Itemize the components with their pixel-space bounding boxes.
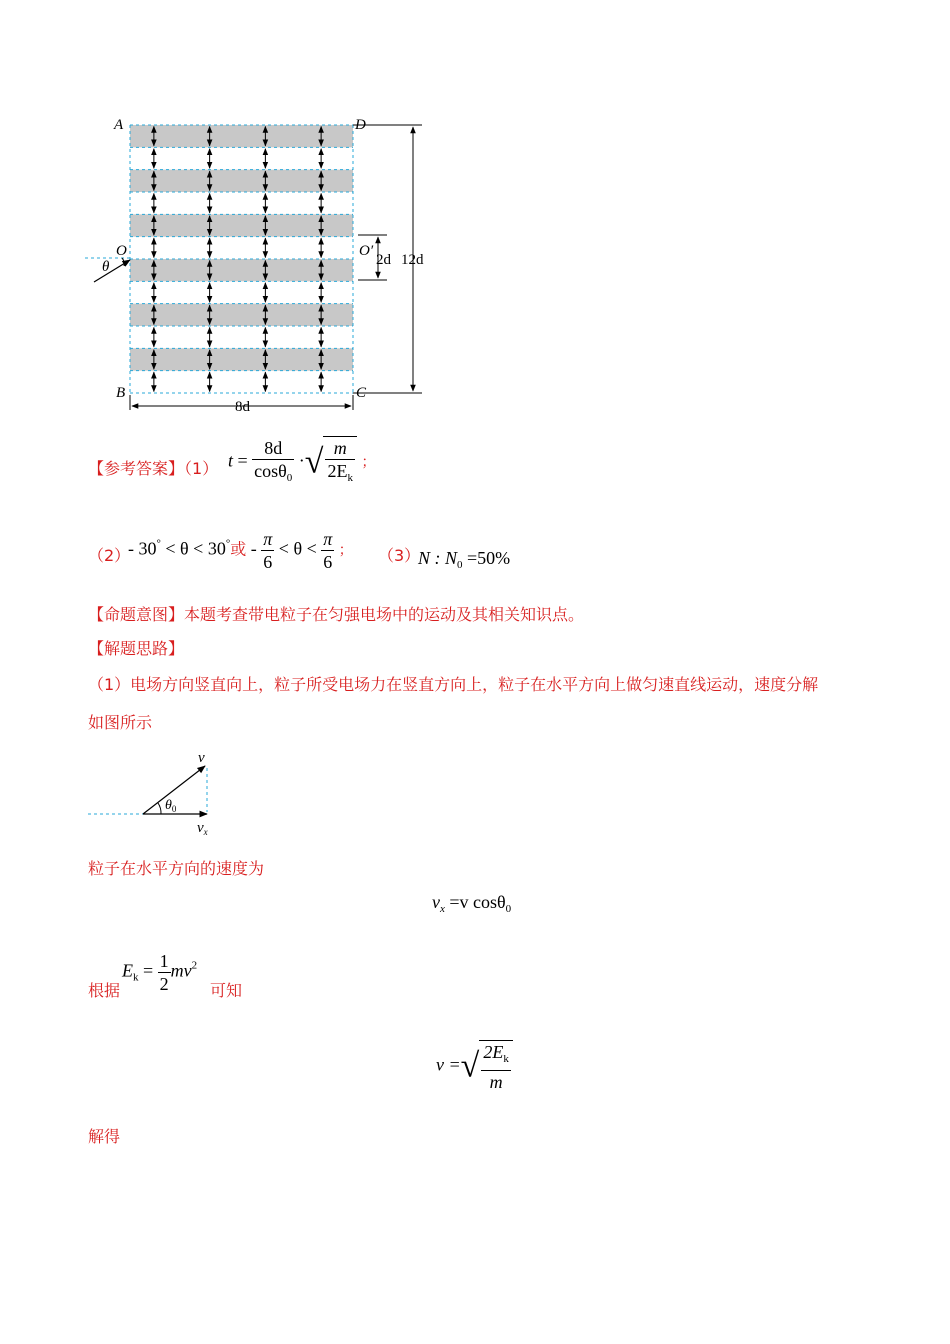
intent-line	[88, 604, 584, 626]
label-O-prime: O′	[359, 243, 374, 259]
label-D: D	[355, 117, 366, 133]
part3-label: （3）	[378, 546, 421, 565]
label-12d: 12d	[401, 252, 424, 268]
label-O: O	[116, 243, 127, 259]
theta0-arc	[158, 803, 161, 814]
field-diagram	[80, 110, 450, 420]
label-B: B	[116, 385, 126, 401]
answer-part1-formula: t = $\frac{8d}{\cos\theta_0}$ ·√ $\frac{m}{2E_k}$ ；	[228, 436, 375, 489]
label-8d: 8d	[235, 399, 250, 415]
can-know-text: 可知	[210, 981, 243, 1000]
label-A: A	[114, 117, 124, 133]
approach-heading: 【解题思路】	[88, 639, 185, 658]
according-text: 根据	[88, 981, 121, 1000]
velocity-decomposition-diagram	[85, 748, 235, 840]
gray-band	[130, 125, 353, 147]
gray-band	[130, 214, 353, 236]
answer-part2-formula: - 30° < θ < 30°或 - $\frac{\pi}{6}$ < θ < $\frac{\pi}{6}$ ；	[128, 529, 353, 572]
equation-ek: $E_k$ = $\frac{1}{2}$ $mv^2$	[122, 951, 198, 994]
label-2d: 2d	[376, 252, 391, 268]
intent-heading: 【命题意图】	[88, 605, 185, 624]
label-C: C	[356, 385, 367, 401]
gray-band	[130, 348, 353, 370]
label-v: v	[198, 750, 205, 766]
part1-label: （1）	[184, 459, 219, 478]
label-vx: $v_x$	[197, 820, 208, 837]
approach-para1-cont: 如图所示	[88, 713, 153, 732]
gray-band	[130, 170, 353, 192]
gray-band	[130, 259, 353, 281]
equation-v: v =√ $\frac{2E_k}{m}$	[436, 1040, 513, 1093]
answer-heading: 【参考答案】	[88, 459, 185, 478]
horizontal-velocity-text: 粒子在水平方向的速度为	[88, 859, 265, 878]
intent-text: 本题考查带电粒子在匀强电场中的运动及其相关知识点。	[184, 605, 585, 624]
label-theta0: $\theta_0$	[165, 798, 177, 814]
solve-text: 解得	[88, 1127, 121, 1146]
approach-para1: （1）电场方向竖直向上，粒子所受电场力在竖直方向上，粒子在水平方向上做匀速直线运动，速度分解	[88, 675, 819, 694]
equation-vx: $v_x =v$ cosθ$_0$	[432, 892, 512, 915]
part2-label: （2）	[88, 546, 131, 565]
label-theta: θ	[102, 259, 110, 275]
gray-band	[130, 304, 353, 326]
gray-bands	[130, 125, 353, 371]
answer-part3-formula: N : $N_0 =50\%$	[418, 548, 511, 571]
answer-heading-line	[88, 458, 218, 480]
